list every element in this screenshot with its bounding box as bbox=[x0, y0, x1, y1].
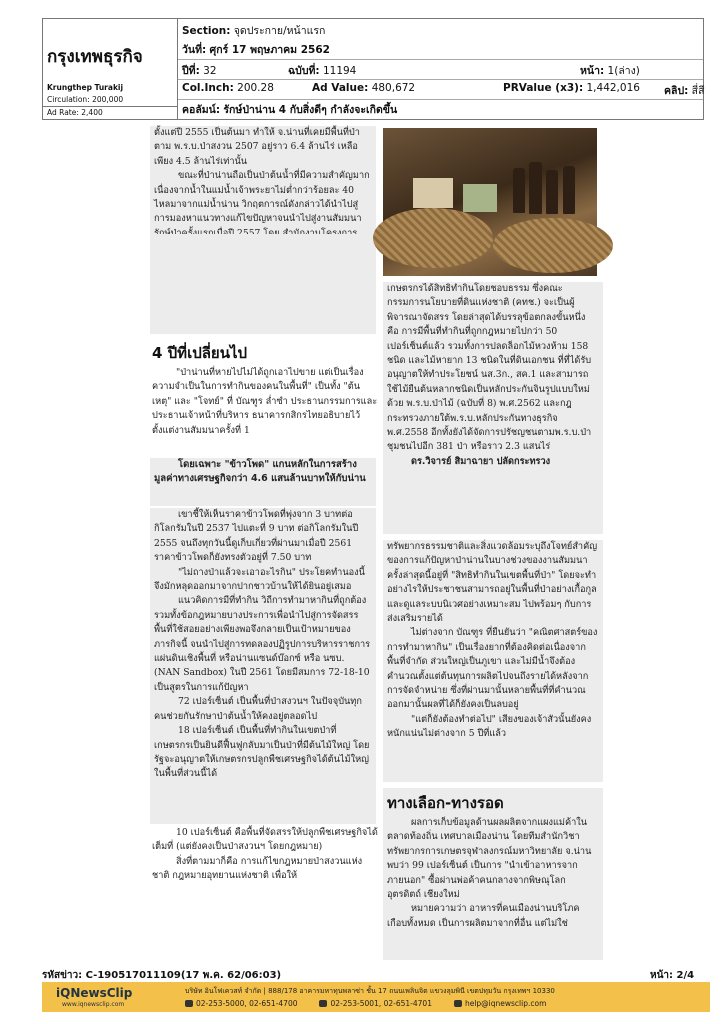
news-id: รหัสข่าว: C-190517011109(17 พ.ค. 62/06:03) bbox=[42, 970, 282, 981]
column-field: คอลัมน์: รักษ์ป่าน่าน 4 กับสิ่งดีๆ กำลังจะเกิดขึ้น bbox=[182, 104, 398, 116]
page-number: หน้า: 2/4 bbox=[650, 970, 695, 981]
paragraph: ขณะที่ป่าน่านถือเป็นป่าต้นน้ำที่มีความสำคัญมาก เนื่องจากน้ำในแม่น้ำเจ้าพระยาไม่ต่ำกว่าร้อยละ 40 ไหลมาจากแม่น้ำน่าน วิกฤตการณ์ดังกล่าวได้นำไปสู่การมองหาแนวทางแก้ไขปัญหาจนนำไปสู่งานสัมมนา bbox=[154, 170, 370, 225]
article-col2-low bbox=[383, 788, 603, 960]
paragraph: 72 เปอร์เซ็นต์ เป็นพื้นที่ป่าสงวนฯ ในปัจจุบันทุกคนช่วยกันรักษาป่าต้นน้ำให้คงอยู่ตลอดไป bbox=[154, 696, 362, 722]
paragraph: ตั้งแต่ปี 2555 เป็นต้นมา ทำให้ จ.น่านที่เคยมีพื้นที่ป่าตาม พ.ร.บ.ป่าสงวน 2507 อยู่ราว 6.4 ล้านไร่ เหลือเพียง 4.5 ล้านไร่เท่านั้น bbox=[154, 127, 360, 167]
article-col2-mid bbox=[383, 540, 603, 782]
phone-icon bbox=[185, 1000, 193, 1007]
publication-box bbox=[43, 19, 178, 119]
date-row: วันที่: ศุกร์ 17 พฤษภาคม 2562 bbox=[182, 44, 330, 56]
publication-name-en: Krungthep Turakij bbox=[47, 83, 124, 92]
fax-icon bbox=[319, 1000, 327, 1007]
article-col1-mid bbox=[150, 338, 380, 456]
advalue-field: Ad Value: 480,672 bbox=[312, 82, 416, 94]
circulation: Circulation: 200,000 bbox=[47, 95, 124, 104]
paragraph: สิ่งที่ตามมาก็คือ การแก้ไขกฎหมายป่าสงวนแห่งชาติ กฎหมายอุทยานแห่งชาติ เพื่อให้ bbox=[152, 855, 363, 882]
iqnewsclip-logo[interactable]: iQNewsClip bbox=[56, 986, 133, 1000]
paragraph: ทรัพยากรธรรมชาติและสิ่งแวดล้อมระบุถึงโจทย์สำคัญของการแก้ปัญหาป่าน่านในบางช่วงของงานสัมมนาครั้งล่าสุดนี้อยู่ที่ "สิทธิทำกินในเขตพื้นที่ป่า" โดยจะทำอย่างไรให้ประชาชนสามารถอยู่ในพื้นที่ป่าอย่างเกื้อกูล และดูแลระบบนิเวศอย่างเหมาะสม ไปพร้อมๆ กับการส่งเสริมรายได้ bbox=[387, 541, 598, 625]
paragraph: ไม่ต่างจาก บัณฑูร ที่ยืนยันว่า "คณิตศาสตร์ของการทำมาหากิน" เป็นเรื่องยากที่ต้องคิดต่อเนื่องจากพื้นที่จำกัด ส่วนใหญ่เป็นภูเขา และไม่มีน้ำจึงต้องคำนวณตั้งแต่ต้นทุนการผลิตไปจนถึงรายได้หลังจากการจัดจำหน่าย ซึ่งที่ผ่านมานั้นหลายพื้นที่ที่คำนวณออกมานั้นผลที่ได้ก็ยังคงเป็นลบอยู่ bbox=[387, 627, 598, 711]
logo-url[interactable]: www.iqnewsclip.com bbox=[62, 1001, 125, 1008]
email-icon bbox=[454, 1000, 462, 1007]
issue-field: ฉบับที่: 11194 bbox=[288, 65, 357, 77]
prvalue-field: PRValue (x3): 1,442,016 bbox=[503, 82, 640, 94]
paragraph: แนวคิดการมีที่ทำกิน วิถีการทำมาหากินที่ถูกต้อง รวมทั้งข้อกฎหมายบางประการเพื่อนำไปสู่การจัดสรรพื้นที่ใช้สอยอย่างเพียงพอจึงกลายเป็นเป้าหมายของภารกิจนี้ จนนำไปสู่การทดลองปฏิรูปการบริหารราชการแผ่นดินเชิงพื้นที่ หรือน่านแซนด์บ๊อกซ์ หรือ นซบ. (NAN Sandbox) ในปี 2561 โดยมีสมการ 72-18-10 เป็นสูตรในการแก้ปัญหา bbox=[154, 595, 371, 693]
fax: 02-253-5001, 02-651-4701 bbox=[319, 999, 431, 1008]
subheading-alternatives: ทางเลือก-ทางรอด bbox=[387, 794, 504, 812]
article-col1-lead bbox=[150, 458, 376, 506]
article-col1-end bbox=[150, 826, 380, 960]
publication-name: กรุงเทพธุรกิจ bbox=[47, 47, 143, 67]
paragraph: "แต่ก็ยังต้องทำต่อไป" เสียงของเจ้าสัวนั้นยังคงหนักแน่นไม่ต่างจาก 5 ปีที่แล้ว bbox=[387, 713, 592, 740]
article-col2-top bbox=[383, 282, 603, 534]
paragraph: หมายความว่า อาหารที่คนเมืองน่านบริโภคเกือบทั้งหมด เป็นการผลิตมาจากที่อื่น แต่ไม่ใช่ bbox=[387, 903, 580, 929]
contact-row bbox=[185, 999, 546, 1008]
paragraph: เขาชี้ให้เห็นราคาข้าวโพดที่พุ่งจาก 3 บาทต่อกิโลกรัมในปี 2537 ไปแตะที่ 9 บาท ต่อกิโลกรัมในปี 2555 จนถึงทุกวันนี้ดูเก็บเกี่ยวที่ผ่านมาเมื่อปี 2561 ราคาข้าวโพดก็ยังทรงตัวอยู่ที่ 7.50 บาท bbox=[154, 509, 359, 564]
quote-attribution: ดร.วิจารย์ สิมาฉายา ปลัดกระทรวง bbox=[411, 455, 551, 467]
year-field: ปีที่: 32 bbox=[182, 65, 217, 77]
article-col1-top bbox=[150, 126, 376, 234]
section-row: Section: จุดประกาย/หน้าแรก bbox=[182, 25, 326, 37]
clipping-header bbox=[42, 18, 704, 120]
page-field: หน้า: 1(ล่าง) bbox=[580, 65, 640, 77]
phone: 02-253-5000, 02-651-4700 bbox=[185, 999, 297, 1008]
colinch-field: Col.Inch: 200.28 bbox=[182, 82, 274, 94]
clip-color-field: คลิป: สี่สี bbox=[664, 85, 705, 97]
paragraph: 10 เปอร์เซ็นต์ คือพื้นที่จัดสรรให้ปลูกพืชเศรษฐกิจได้เต็มที่ (แต่ยังคงเป็นป่าสงวนฯ โดยกฎหมาย) bbox=[152, 827, 378, 853]
paragraph: "ป่าน่านที่หายไปไม่ได้ถูกเอาไปขาย แต่เป็นเรื่องความจำเป็นในการทำกินของคนในพื้นที่" เป็นทั้ง "ต้นเหตุ" และ "โจทย์" ที่ บัณฑูร ล่ำซำ ประธานกรรมการและประธานเจ้าหน้าที่บริหาร ธนาคารกสิกรไทยอธิบายไว้ตั้งแต่งานสัมมนาครั้งที่ 1 bbox=[152, 367, 378, 436]
paragraph: "ไม่ถางป่าแล้วจะเอาอะไรกิน" ประโยคทำนองนี้จึงมักหลุดออกมาจากปากชาวบ้านให้ได้ยินอยู่เสมอ bbox=[154, 566, 365, 593]
lead-paragraph: โดยเฉพาะ "ข้าวโพด" แกนหลักในการสร้างมูลค่าทางเศรษฐกิจกว่า 4.6 แสนล้านบาทให้กับน่าน bbox=[154, 459, 366, 484]
paragraph: 18 เปอร์เซ็นต์ เป็นพื้นที่ทำกินในเขตป่าที่เกษตรกรเป็นยินดีฟื้นฟูกลับมาเป็นป่าที่มีต้นไม้ใหญ่ โดยรัฐจะอนุญาตให้เกษตรกรปลูกพืชเศรษฐกิจได้ต้นไม้ใหญ่ในพื้นที่ส่วนนี้ได้ bbox=[154, 725, 370, 780]
article-col1-low bbox=[150, 508, 376, 824]
subheading-4-years: 4 ปีที่เปลี่ยนไป bbox=[152, 344, 248, 362]
clip-meta bbox=[178, 19, 703, 119]
ad-rate: Ad Rate: 2,400 bbox=[43, 106, 177, 119]
company-address: บริษัท อินโฟเควสท์ จำกัด | 888/178 อาคารมหาทุนพลาซ่า ชั้น 17 ถนนเพลินจิต แขวงลุมพินี เขตปทุมวัน กรุงเทพฯ 10330 bbox=[185, 987, 555, 995]
paragraph: เกษตรกรได้สิทธิทำกินโดยชอบธรรม ซึ่งคณะกรรมการนโยบายที่ดินแห่งชาติ (คทช.) จะเป็นผู้พิจารณาจัดสรร โดยล่าสุดได้บรรลุข้อตกลงขั้นหนึ่ง คือ การมีพื้นที่ทำกินที่ถูกกฎหมายไปกว่า 50 เปอร์เซ็นต์แล้ว รวมทั้งการปลดล็อกไม้หวงห้าม 158 ชนิด และไม้หายาก 13 ชนิดในที่ดินเอกชน ที่ที่ได้รับอนุญาตให้ทำประโยชน์ นส.3ก., สค.1 และสามารถใช้ไม้ยืนต้นหลากชนิดเป็นหลักประกันจินรูปแบบใหม่ด้วย พ.ร.บ.ป่าไม้ (ฉบับที่ 8) พ.ศ.2562 และกฎกระทรวงภายใต้พ.ร.บ.หลักประกันทางธุรกิจ พ.ศ.2558 อีกทั้งยังได้จัดการปรัชญชนตามพ.ร.บ.ป่าชุมชนไปอีก 381 ป่า หรือราว 2.3 แสนไร่ bbox=[387, 283, 592, 453]
paragraph: ผลการเก็บข้อมูลด้านผลผลิตจากแผงแม่ค้าในตลาดท้องถิ่น เทศบาลเมืองน่าน โดยทีมสำนักวิชาทรัพยากรการเกษตรจุฬาลงกรณ์มหาวิทยาลัย จ.น่าน พบว่า 99 เปอร์เซ็นต์ เป็นการ "นำเข้าอาหารจากภายนอก" ซื้อผ่านพ่อค้าคนกลางจากพิษณุโลก อุตรดิตถ์ เชียงใหม่ bbox=[387, 817, 592, 901]
product-basket-photo bbox=[383, 128, 597, 276]
article-col1-top-cont bbox=[150, 234, 376, 334]
email[interactable]: help@iqnewsclip.com bbox=[454, 999, 546, 1008]
